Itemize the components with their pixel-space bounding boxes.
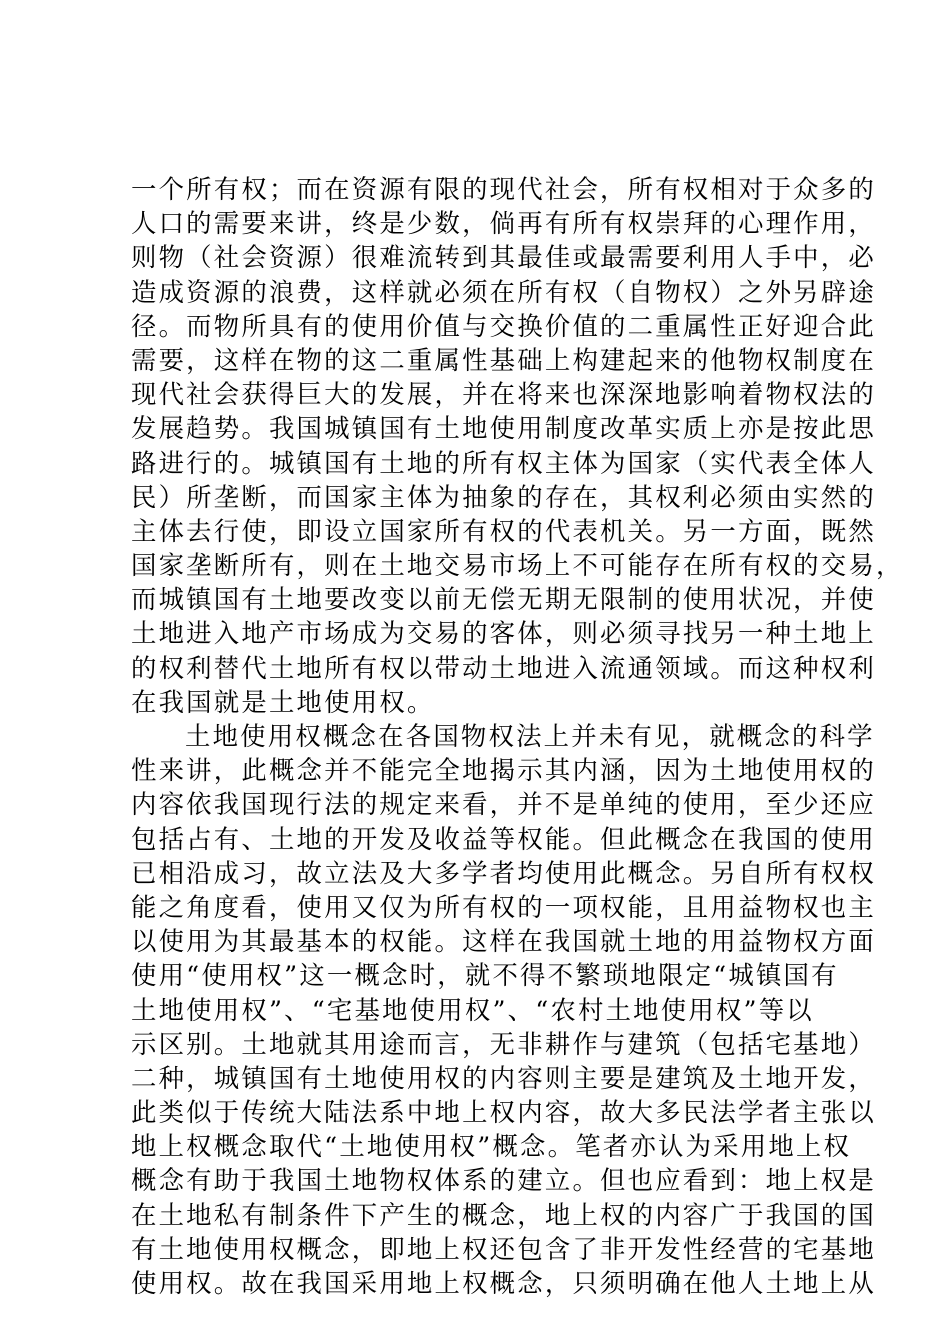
text-line: 能之角度看，使用又仅为所有权的一项权能，且用益物权也主 bbox=[131, 891, 876, 922]
text-line: 包括占有、土地的开发及收益等权能。但此概念在我国的使用 bbox=[131, 823, 876, 854]
text-line: 现代社会获得巨大的发展，并在将来也深深地影响着物权法的 bbox=[131, 379, 876, 410]
text-line: 土地进入地产市场成为交易的客体，则必须寻找另一种土地上 bbox=[131, 618, 876, 649]
text-line: 而城镇国有土地要改变以前无偿无期无限制的使用状况，并使 bbox=[131, 584, 876, 615]
text-line: 示区别。土地就其用途而言，无非耕作与建筑（包括宅基地） bbox=[131, 1028, 876, 1059]
text-line: 路进行的。城镇国有土地的所有权主体为国家（实代表全体人 bbox=[131, 447, 876, 478]
body-text bbox=[131, 172, 904, 1300]
text-line-indented: 土地使用权概念在各国物权法上并未有见，就概念的科学 bbox=[185, 721, 875, 751]
text-line: 主体去行使，即设立国家所有权的代表机关。另一方面，既然 bbox=[131, 515, 876, 546]
paragraph bbox=[131, 719, 876, 1300]
text-line: 此类似于传统大陆法系中地上权内容，故大多民法学者主张以 bbox=[131, 1097, 876, 1128]
text-line: 造成资源的浪费，这样就必须在所有权（自物权）之外另辟途 bbox=[131, 276, 876, 307]
text-line: 径。而物所具有的使用价值与交换价值的二重属性正好迎合此 bbox=[131, 310, 876, 341]
text-line: 概念有助于我国土地物权体系的建立。但也应看到：地上权是 bbox=[131, 1165, 876, 1196]
text-line: 二种，城镇国有土地使用权的内容则主要是建筑及土地开发， bbox=[131, 1062, 876, 1093]
text-line: 使用权。故在我国采用地上权概念，只须明确在他人土地上从 bbox=[131, 1268, 876, 1298]
text-line: 有土地使用权概念，即地上权还包含了非开发性经营的宅基地 bbox=[131, 1233, 876, 1264]
text-line: 的权利替代土地所有权以带动土地进入流通领域。而这种权利 bbox=[131, 652, 876, 683]
text-line: 人口的需要来讲，终是少数，倘再有所有权崇拜的心理作用， bbox=[131, 208, 876, 239]
paragraph bbox=[131, 172, 904, 719]
text-line: 民）所垄断，而国家主体为抽象的存在，其权利必须由实然的 bbox=[131, 481, 876, 512]
text-line: 地上权概念取代“土地使用权”概念。笔者亦认为采用地上权 bbox=[131, 1131, 852, 1162]
text-line: 在土地私有制条件下产生的概念，地上权的内容广于我国的国 bbox=[131, 1199, 876, 1230]
text-line: 使用“使用权”这一概念时，就不得不繁琐地限定“城镇国有 bbox=[131, 960, 839, 991]
text-line: 国家垄断所有，则在土地交易市场上不可能存在所有权的交易， bbox=[131, 550, 904, 581]
text-line: 性来讲，此概念并不能完全地揭示其内涵，因为土地使用权的 bbox=[131, 755, 876, 786]
text-line: 土地使用权”、“宅基地使用权”、“农村土地使用权”等以 bbox=[131, 994, 814, 1025]
text-line: 内容依我国现行法的规定来看，并不是单纯的使用，至少还应 bbox=[131, 789, 876, 820]
text-line: 已相沿成习，故立法及大多学者均使用此概念。另自所有权权 bbox=[131, 857, 876, 888]
text-line: 则物（社会资源）很难流转到其最佳或最需要利用人手中，必 bbox=[131, 242, 876, 273]
text-line: 需要，这样在物的这二重属性基础上构建起来的他物权制度在 bbox=[131, 344, 876, 375]
text-line: 发展趋势。我国城镇国有土地使用制度改革实质上亦是按此思 bbox=[131, 413, 876, 444]
text-line: 一个所有权；而在资源有限的现代社会，所有权相对于众多的 bbox=[131, 174, 876, 204]
text-line: 在我国就是土地使用权。 bbox=[131, 686, 435, 717]
text-line: 以使用为其最基本的权能。这样在我国就土地的用益物权方面 bbox=[131, 926, 876, 957]
